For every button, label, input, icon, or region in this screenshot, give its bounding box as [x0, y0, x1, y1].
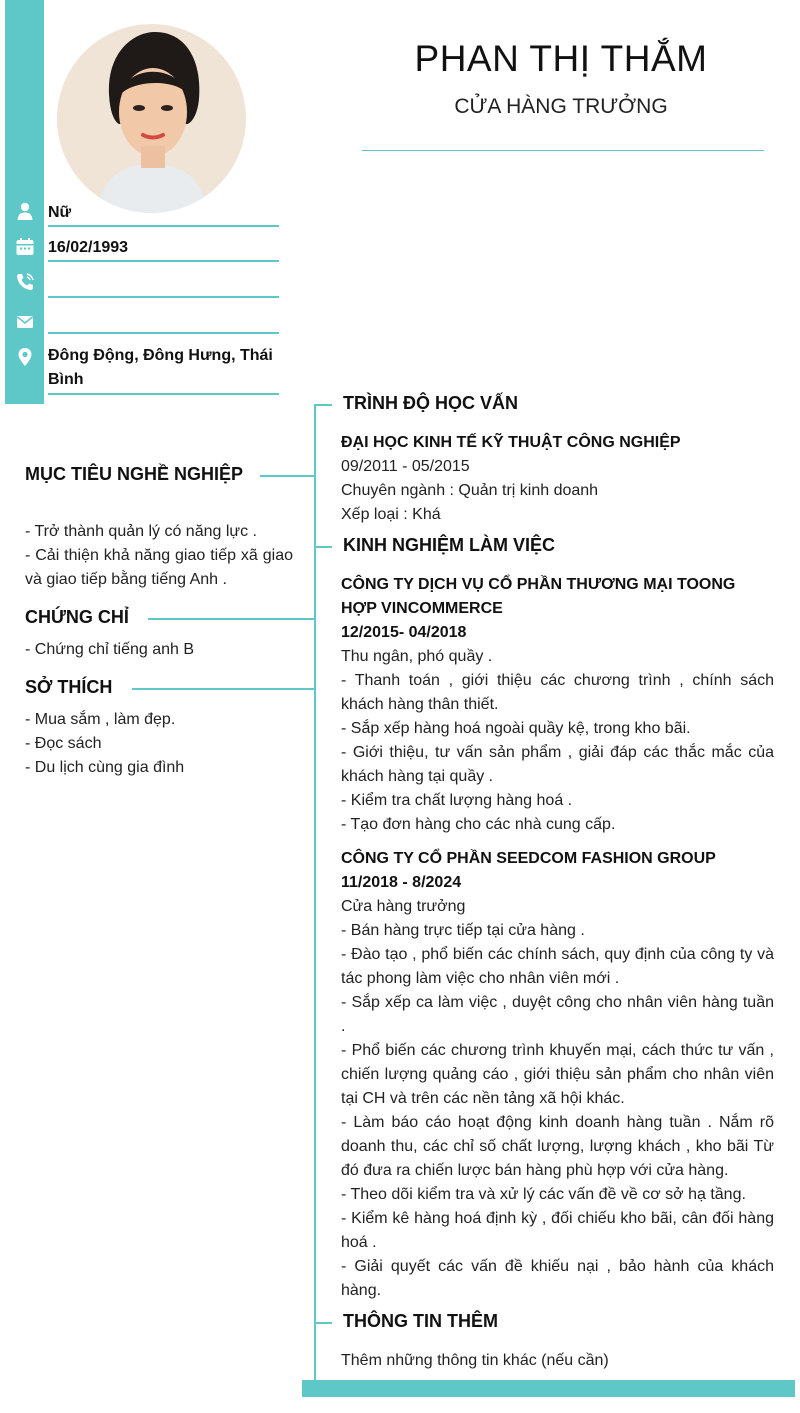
job-duty: - Đào tạo , phổ biến các chính sách, quy định của công ty và tác phong làm việc cho nhân viên mới . [341, 946, 774, 987]
job-duty: - Sắp xếp hàng hoá ngoài quầy kệ, trong kho bãi. [341, 720, 691, 737]
extra-heading: THÔNG TIN THÊM [343, 1311, 498, 1331]
job-duty: - Làm báo cáo hoạt động kinh doanh hàng tuần . Nắm rõ doanh thu, các chỉ số chất lượng, lượng khách , kho bãi Từ đó đưa ra chiến lược bán hàng phù hợp với cửa hàng. [341, 1114, 774, 1179]
job-duty: - Bán hàng trực tiếp tại cửa hàng . [341, 922, 585, 939]
job-duty: - Theo dõi kiểm tra và xử lý các vấn đề về cơ sở hạ tầng. [341, 1186, 746, 1203]
header-divider [362, 150, 764, 151]
career-goal-text [25, 520, 293, 592]
person-icon [15, 201, 35, 221]
avatar-photo [57, 24, 246, 213]
experience-heading: KINH NGHIỆM LÀM VIỆC [343, 535, 556, 555]
career-goal-line: - Trở thành quản lý có năng lực . [25, 523, 257, 540]
education-period: 09/2011 - 05/2015 [341, 458, 470, 475]
tick-extra [316, 1322, 332, 1324]
job-duty: - Kiểm tra chất lượng hàng hoá . [341, 792, 573, 809]
job-duty: - Giới thiệu, tư vấn sản phẩm , giải đáp các thắc mắc của khách hàng tại quầy . [341, 744, 774, 785]
email-field [48, 308, 279, 334]
calendar-icon [15, 237, 35, 257]
job-duty: - Tạo đơn hàng cho các nhà cung cấp. [341, 816, 616, 833]
tick-experience [316, 546, 332, 548]
certificates-text [25, 638, 293, 662]
job-company: CÔNG TY DỊCH VỤ CỔ PHẦN THƯƠNG MẠI TOONG HỢP VINCOMMERCE [341, 576, 736, 617]
phone-field [48, 272, 279, 298]
education-major: Chuyên ngành : Quản trị kinh doanh [341, 482, 599, 499]
envelope-icon [15, 312, 35, 332]
job-duty: - Sắp xếp ca làm việc , duyệt công cho nhân viên hàng tuần . [341, 994, 774, 1035]
education-heading: TRÌNH ĐỘ HỌC VẤN [343, 393, 518, 413]
address-value: Đông Động, Đông Hưng, Thái Bình [48, 347, 273, 388]
extra-text: Thêm những thông tin khác (nếu cần) [341, 1352, 609, 1369]
gender-field [48, 201, 279, 227]
hobbies-text [25, 708, 293, 780]
hobby-line: - Du lịch cùng gia đình [25, 759, 185, 776]
job-duty: - Phổ biến các chương trình khuyến mại, cách thức tư vấn , chiến lượng quảng cáo , giới thiệu sản phẩm cho nhân viên tại CH và trên các nền tảng xã hội khác. [341, 1042, 774, 1107]
phone-icon [15, 272, 35, 292]
tick-certificates [148, 618, 314, 620]
hobby-line: - Mua sắm , làm đẹp. [25, 711, 176, 728]
tick-hobbies [132, 688, 314, 690]
job-entry [341, 573, 774, 837]
school-name: ĐẠI HỌC KINH TẾ KỸ THUẬT CÔNG NGHIỆP [341, 434, 681, 451]
job-duty: - Thanh toán , giới thiệu các chương trình , chính sách khách hàng thân thiết. [341, 672, 774, 713]
job-position: Thu ngân, phó quầy . [341, 648, 493, 665]
job-company: CÔNG TY CỔ PHẦN SEEDCOM FASHION GROUP [341, 850, 716, 867]
candidate-role: CỬA HÀNG TRƯỞNG [454, 95, 668, 118]
candidate-name: PHAN THỊ THẮM [414, 38, 708, 79]
job-period: 12/2015- 04/2018 [341, 624, 467, 641]
gender-value: Nữ [48, 204, 72, 221]
job-position: Cửa hàng trưởng [341, 898, 466, 915]
career-goal-line: - Cải thiện khả năng giao tiếp xã giao và giao tiếp bằng tiếng Anh . [25, 547, 293, 588]
career-goal-heading: MỤC TIÊU NGHỀ NGHIỆP [25, 464, 244, 484]
job-period: 11/2018 - 8/2024 [341, 874, 462, 891]
hobby-line: - Đọc sách [25, 735, 102, 752]
tick-career-goal [260, 475, 314, 477]
footer-accent-bar [302, 1380, 795, 1397]
location-pin-icon [15, 347, 35, 367]
job-duty: - Giải quyết các vấn đề khiếu nại , bảo hành của khách hàng. [341, 1258, 774, 1299]
address-field [48, 344, 279, 395]
certificate-line: - Chứng chỉ tiếng anh B [25, 641, 195, 658]
birthday-value: 16/02/1993 [48, 239, 129, 256]
birthday-field [48, 236, 279, 262]
job-entry [341, 847, 774, 1303]
avatar [57, 24, 246, 213]
job-duty: - Kiểm kê hàng hoá định kỳ , đối chiếu kho bãi, cân đối hàng hoá . [341, 1210, 774, 1251]
certificates-heading: CHỨNG CHỈ [25, 607, 129, 627]
tick-education [316, 404, 332, 406]
education-block [341, 431, 774, 527]
education-grade: Xếp loại : Khá [341, 506, 441, 523]
timeline-line [314, 404, 316, 1380]
hobbies-heading: SỞ THÍCH [25, 677, 113, 697]
